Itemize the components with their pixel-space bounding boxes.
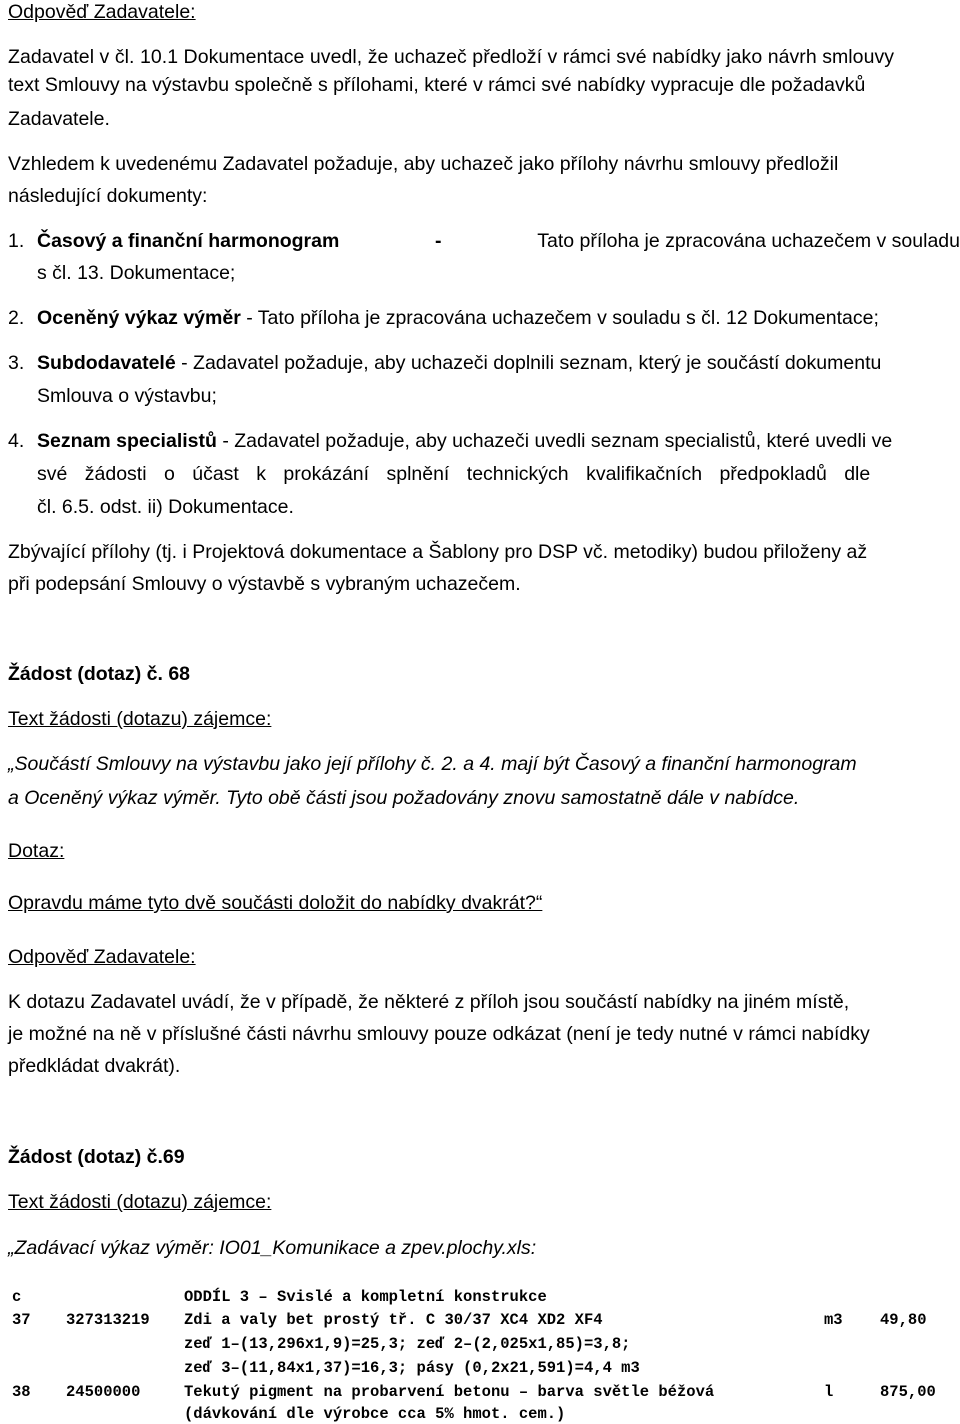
list-item-text: - Zadavatel požaduje, aby uchazeči uvedli seznam specialistů, které uvedli ve <box>216 430 893 452</box>
quote-line: a Oceněný výkaz výměr. Tyto obě části jsou požadovány znovu samostatně dále v nabídce. <box>8 787 800 809</box>
table-cell-unit: m3 <box>824 1311 843 1329</box>
list-item-text: s čl. 13. Dokumentace; <box>37 262 236 284</box>
table-cell-qty: 875,00 <box>880 1383 936 1401</box>
list-item-text: své žádosti o účast k prokázání splnění technických kvalifikačních předpokladů dle <box>37 463 871 485</box>
list-number: 3. <box>8 352 25 374</box>
paragraph-line: při podepsání Smlouvy o výstavbě s vybraným uchazečem. <box>8 573 521 595</box>
paragraph-line: Vzhledem k uvedenému Zadavatel požaduje, aby uchazeč jako přílohy návrhu smlouvy předložil <box>8 153 839 175</box>
table-cell-subdesc: zeď 3–(11,84x1,37)=16,3; pásy (0,2x21,591)=4,4 m3 <box>184 1359 640 1377</box>
table-cell-num: 38 <box>12 1383 31 1401</box>
list-item-title: Časový a finanční harmonogram <box>37 230 340 252</box>
list-item <box>37 429 892 453</box>
list-number: 1. <box>8 230 25 252</box>
request-text-label: Text žádosti (dotazu) zájemce: <box>8 708 272 730</box>
list-item <box>37 306 879 330</box>
table-cell-code: 24500000 <box>66 1383 141 1401</box>
list-item-text: - Zadavatel požaduje, aby uchazeči doplnili seznam, který je součástí dokumentu <box>175 352 882 374</box>
paragraph-line: text Smlouvy na výstavbu společně s přílohami, které v rámci své nabídky vypracuje dle požadavků <box>8 74 866 96</box>
table-section-title: ODDÍL 3 – Svislé a kompletní konstrukce <box>184 1288 547 1306</box>
table-cell-unit: l <box>824 1383 834 1401</box>
list-item-text: čl. 6.5. odst. ii) Dokumentace. <box>37 496 294 518</box>
request-text-label: Text žádosti (dotazu) zájemce: <box>8 1191 272 1213</box>
request-heading: Žádost (dotaz) č. 68 <box>8 663 191 685</box>
request-heading: Žádost (dotaz) č.69 <box>8 1146 185 1168</box>
list-item-text: Smlouva o výstavbu; <box>37 385 217 407</box>
paragraph-line: Zadavatel v čl. 10.1 Dokumentace uvedl, že uchazeč předloží v rámci své nabídky jako návrh smlouvy <box>8 46 895 68</box>
table-cell-qty: 49,80 <box>880 1311 927 1329</box>
table-cell-code: 327313219 <box>66 1311 150 1329</box>
list-item <box>37 351 881 375</box>
list-item <box>37 229 960 253</box>
list-item-title: Subdodavatelé <box>37 352 176 374</box>
list-item-text: - Tato příloha je zpracována uchazečem v souladu s čl. 12 Dokumentace; <box>240 307 879 329</box>
paragraph-line: Zbývající přílohy (tj. i Projektová dokumentace a Šablony pro DSP vč. metodiky) budou přiloženy až <box>8 541 868 563</box>
answer-line: je možné na ně v příslušné části návrhu smlouvy pouze odkázat (není je tedy nutné v rámci nabídky <box>8 1023 870 1045</box>
question-label: Dotaz: <box>8 840 65 862</box>
list-item-separator: - <box>435 230 442 252</box>
list-number: 4. <box>8 430 25 452</box>
table-cell-num: 37 <box>12 1311 31 1329</box>
answer-label: Odpověď Zadavatele: <box>8 1 196 23</box>
table-cell-subdesc: zeď 1–(13,296x1,9)=25,3; zeď 2–(2,025x1,85)=3,8; <box>184 1335 631 1353</box>
quote-line: „Zadávací výkaz výměr: IO01_Komunikace a zpev.plochy.xls: <box>8 1237 537 1259</box>
list-item-text: Tato příloha je zpracována uchazečem v souladu <box>537 230 960 252</box>
quote-line: „Součástí Smlouvy na výstavbu jako její přílohy č. 2. a 4. mají být Časový a finanční harmonogram <box>8 753 857 775</box>
table-cell-subdesc: (dávkování dle výrobce cca 5% hmot. cem.) <box>184 1405 566 1423</box>
table-cell-desc: Zdi a valy bet prostý tř. C 30/37 XC4 XD2 XF4 <box>184 1311 603 1329</box>
answer-line: K dotazu Zadavatel uvádí, že v případě, že některé z příloh jsou součástí nabídky na jiném místě, <box>8 991 850 1013</box>
list-number: 2. <box>8 307 25 329</box>
table-cell-desc: Tekutý pigment na probarvení betonu – barva světle béžová <box>184 1383 715 1401</box>
paragraph-line: Zadavatele. <box>8 108 110 130</box>
list-item-title: Oceněný výkaz výměr <box>37 307 241 329</box>
table-header-col: c <box>12 1288 22 1306</box>
answer-label: Odpověď Zadavatele: <box>8 946 196 968</box>
list-item-title: Seznam specialistů <box>37 430 217 452</box>
question-text: Opravdu máme tyto dvě součásti doložit do nabídky dvakrát?“ <box>8 892 543 914</box>
paragraph-line: následující dokumenty: <box>8 185 208 207</box>
answer-line: předkládat dvakrát). <box>8 1055 181 1077</box>
